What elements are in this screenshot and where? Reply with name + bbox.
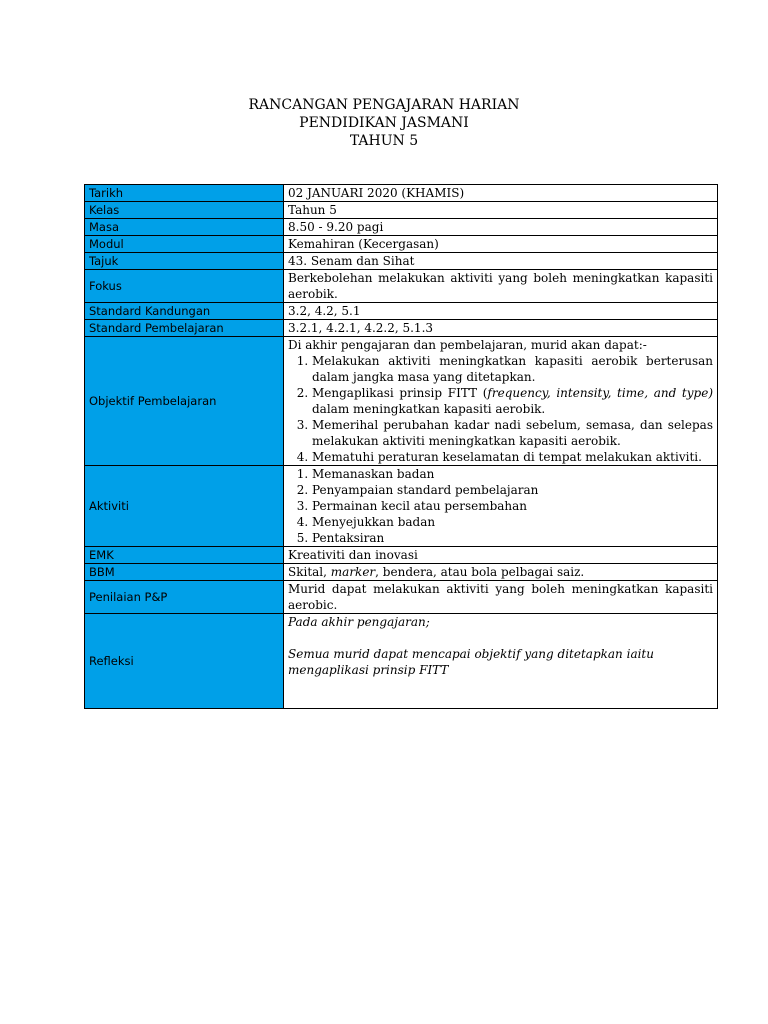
value-refleksi <box>284 614 718 709</box>
value-penilaian: Murid dapat melakukan aktiviti yang boleh meningkatkan kapasiti aerobic. <box>284 581 718 614</box>
objektif-item-2-pre: Mengaplikasi prinsip FITT ( <box>312 386 488 400</box>
refleksi-line-2: Semua murid dapat mencapai objektif yang ditetapkan iaitu mengaplikasi prinsip FITT <box>288 647 654 677</box>
label-fokus: Fokus <box>85 270 284 303</box>
aktiviti-item: 3. Permainan kecil atau persembahan <box>312 498 713 514</box>
row-objektif <box>85 337 718 466</box>
row-penilaian <box>85 581 718 614</box>
objektif-item-1: 1. Melakukan aktiviti meningkatkan kapasiti aerobik berterusan dalam jangka masa yang ditetapkan. <box>312 353 713 385</box>
header-year: TAHUN 5 <box>349 133 419 149</box>
value-masa: 8.50 - 9.20 pagi <box>284 219 718 236</box>
refleksi-line-1: Pada akhir pengajaran; <box>288 615 430 629</box>
row-tajuk <box>85 253 718 270</box>
label-tajuk: Tajuk <box>85 253 284 270</box>
label-kelas: Kelas <box>85 202 284 219</box>
aktiviti-item: 2. Penyampaian standard pembelajaran <box>312 482 713 498</box>
aktiviti-list <box>288 466 713 546</box>
value-standard-kandungan: 3.2, 4.2, 5.1 <box>284 303 718 320</box>
row-modul <box>85 236 718 253</box>
label-emk: EMK <box>85 547 284 564</box>
value-modul: Kemahiran (Kecergasan) <box>284 236 718 253</box>
value-fokus: Berkebolehan melakukan aktiviti yang boleh meningkatkan kapasiti aerobik. <box>284 270 718 303</box>
row-emk <box>85 547 718 564</box>
value-objektif <box>284 337 718 466</box>
row-fokus <box>85 270 718 303</box>
label-refleksi: Refleksi <box>85 614 284 709</box>
lesson-plan-table <box>84 184 718 709</box>
label-masa: Masa <box>85 219 284 236</box>
objektif-item-2-italic: frequency, intensity, time, and type) <box>487 386 713 400</box>
document-header <box>0 96 768 150</box>
row-tarikh <box>85 185 718 202</box>
refleksi-spacer <box>288 630 713 646</box>
row-standard-kandungan <box>85 303 718 320</box>
header-title: RANCANGAN PENGAJARAN HARIAN <box>248 97 520 113</box>
value-tarikh: 02 JANUARI 2020 (KHAMIS) <box>284 185 718 202</box>
objektif-item-2-post: dalam meningkatkan kapasiti aerobik. <box>312 402 546 416</box>
value-kelas: Tahun 5 <box>284 202 718 219</box>
value-tajuk: 43. Senam dan Sihat <box>284 253 718 270</box>
objektif-item-3: 3. Memerihal perubahan kadar nadi sebelum, semasa, dan selepas melakukan aktiviti meningkatkan kapasiti aerobik. <box>312 417 713 449</box>
row-refleksi <box>85 614 718 709</box>
value-emk: Kreativiti dan inovasi <box>284 547 718 564</box>
aktiviti-item: 1. Memanaskan badan <box>312 466 713 482</box>
row-masa <box>85 219 718 236</box>
aktiviti-item: 4. Menyejukkan badan <box>312 514 713 530</box>
aktiviti-item: 5. Pentaksiran <box>312 530 713 546</box>
bbm-italic: marker <box>330 565 376 579</box>
header-subject: PENDIDIKAN JASMANI <box>299 115 469 131</box>
label-standard-pembelajaran: Standard Pembelajaran <box>85 320 284 337</box>
objektif-item-4: 4. Mematuhi peraturan keselamatan di tempat melakukan aktiviti. <box>312 449 713 465</box>
label-aktiviti: Aktiviti <box>85 466 284 547</box>
row-kelas <box>85 202 718 219</box>
label-standard-kandungan: Standard Kandungan <box>85 303 284 320</box>
row-aktiviti <box>85 466 718 547</box>
bbm-pre: Skital, <box>288 565 331 579</box>
value-bbm <box>284 564 718 581</box>
label-bbm: BBM <box>85 564 284 581</box>
row-bbm <box>85 564 718 581</box>
value-standard-pembelajaran: 3.2.1, 4.2.1, 4.2.2, 5.1.3 <box>284 320 718 337</box>
bbm-post: , bendera, atau bola pelbagai saiz. <box>375 565 585 579</box>
objektif-intro: Di akhir pengajaran dan pembelajaran, murid akan dapat:- <box>288 338 647 352</box>
label-modul: Modul <box>85 236 284 253</box>
label-penilaian: Penilaian P&P <box>85 581 284 614</box>
value-aktiviti <box>284 466 718 547</box>
objektif-list <box>288 353 713 465</box>
label-objektif: Objektif Pembelajaran <box>85 337 284 466</box>
objektif-item-2 <box>312 385 713 417</box>
row-standard-pembelajaran <box>85 320 718 337</box>
label-tarikh: Tarikh <box>85 185 284 202</box>
